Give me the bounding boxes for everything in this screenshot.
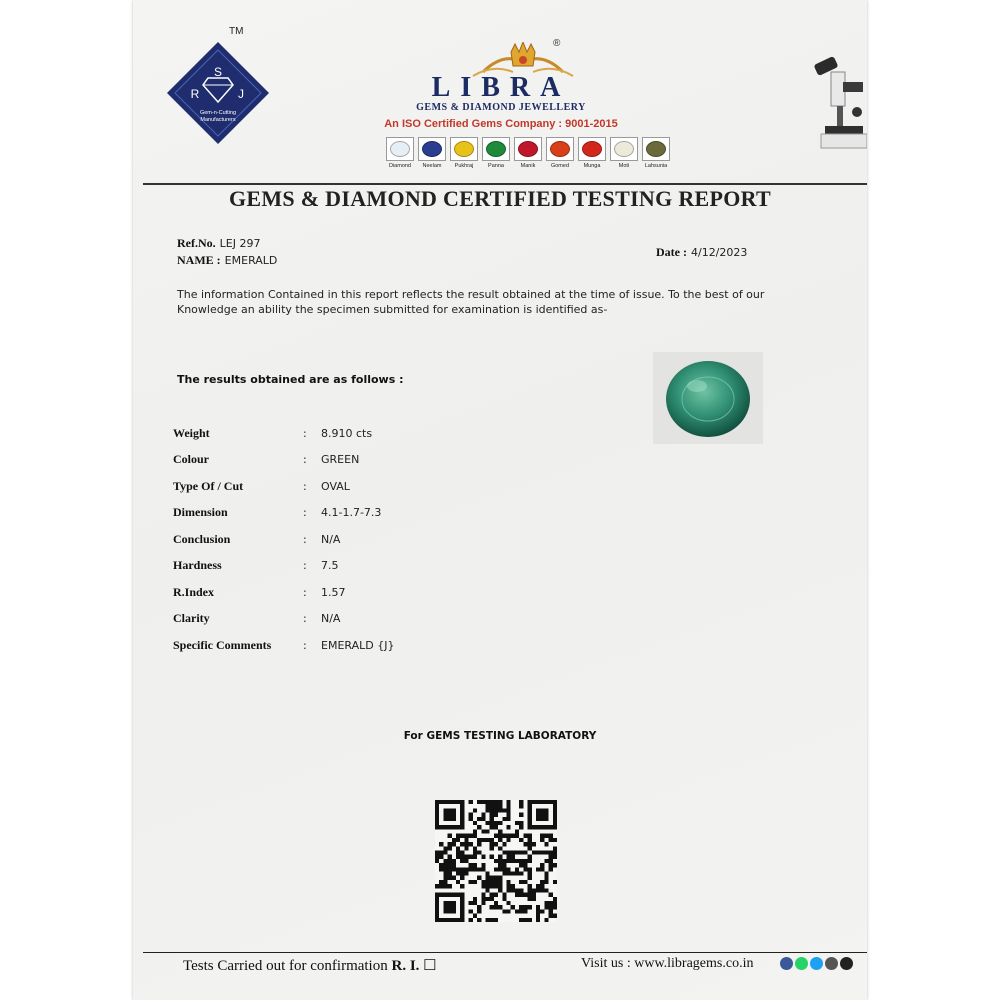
spec-row bbox=[173, 500, 394, 527]
gem-strip bbox=[385, 137, 671, 169]
name-value: EMERALD bbox=[224, 254, 278, 267]
gem-neelam bbox=[417, 137, 447, 169]
spec-separator: : bbox=[303, 506, 307, 520]
footer-confirmation bbox=[183, 956, 437, 975]
srj-letter-r: R bbox=[190, 87, 200, 101]
gem-gomed bbox=[545, 137, 575, 169]
gem-label: Moti bbox=[618, 163, 630, 169]
ref-label: Ref.No. bbox=[177, 236, 216, 250]
spec-separator: : bbox=[303, 585, 307, 599]
footer-initials: R. I. bbox=[391, 958, 420, 974]
spec-separator: : bbox=[303, 532, 307, 546]
spec-separator: : bbox=[303, 479, 307, 493]
gem-label: Panna bbox=[488, 163, 504, 169]
srj-tagline-1: Gem-n-Cutting bbox=[199, 110, 237, 116]
gem-munga bbox=[577, 137, 607, 169]
gem-icon bbox=[418, 137, 446, 161]
emerald-photo bbox=[653, 352, 763, 444]
spec-row bbox=[173, 447, 394, 474]
gem-moti bbox=[609, 137, 639, 169]
registered-mark: ® bbox=[553, 38, 561, 49]
microscope-icon bbox=[813, 52, 867, 152]
gem-icon bbox=[642, 137, 670, 161]
spec-value: N/A bbox=[321, 612, 341, 626]
gem-icon bbox=[450, 137, 478, 161]
gem-label: Diamond bbox=[388, 163, 411, 169]
gem-label: Pukhraj bbox=[454, 163, 474, 169]
specimen-name bbox=[177, 251, 277, 269]
spec-label: Colour bbox=[173, 452, 209, 467]
youtube-icon[interactable] bbox=[825, 957, 838, 970]
spec-label: Conclusion bbox=[173, 531, 231, 546]
footer-confirmation-text: Tests Carried out for confirmation bbox=[183, 958, 388, 974]
spec-label: Weight bbox=[173, 425, 210, 440]
srj-tagline-2: Manufacturers bbox=[200, 117, 236, 123]
spec-value: 4.1-1.7-7.3 bbox=[321, 506, 382, 520]
gem-lahsunia bbox=[641, 137, 671, 169]
spec-label: Clarity bbox=[173, 611, 210, 626]
brand-subtitle: GEMS & DIAMOND JEWELLERY bbox=[416, 102, 586, 113]
facebook-icon[interactable] bbox=[780, 957, 793, 970]
gem-pukhraj bbox=[449, 137, 479, 169]
spec-separator: : bbox=[303, 453, 307, 467]
spec-row bbox=[173, 553, 394, 580]
spec-value: EMERALD {J} bbox=[321, 638, 395, 652]
gem-panna bbox=[481, 137, 511, 169]
srj-logo bbox=[165, 40, 271, 146]
gem-label: Lahsunia bbox=[644, 163, 668, 169]
spec-row bbox=[173, 632, 394, 659]
intro-paragraph: The information Contained in this report reflects the result obtained at the time of issue. To the best of our Knowledge an ability the specimen submitted for examination is identified as- bbox=[177, 288, 765, 316]
report-date bbox=[656, 243, 747, 261]
spec-label: Specific Comments bbox=[173, 637, 272, 652]
date-label: Date : bbox=[656, 245, 687, 259]
srj-letter-j: J bbox=[238, 87, 244, 101]
twitter-icon[interactable] bbox=[810, 957, 823, 970]
spec-separator: : bbox=[303, 426, 307, 440]
instagram-icon[interactable] bbox=[840, 957, 853, 970]
spec-row bbox=[173, 420, 394, 447]
gem-label: Gomed bbox=[550, 163, 570, 169]
gem-icon bbox=[610, 137, 638, 161]
ref-value: LEJ 297 bbox=[219, 237, 261, 250]
spec-rows bbox=[173, 420, 394, 659]
spec-label: Dimension bbox=[173, 505, 228, 520]
spec-row bbox=[173, 526, 394, 553]
background-right bbox=[867, 0, 1000, 1000]
spec-value: 7.5 bbox=[321, 559, 339, 573]
gem-icon bbox=[546, 137, 574, 161]
whatsapp-icon[interactable] bbox=[795, 957, 808, 970]
checkbox[interactable]: ☐ bbox=[423, 958, 437, 974]
footer-divider bbox=[143, 952, 867, 953]
ref-number bbox=[177, 234, 260, 252]
spec-value: 1.57 bbox=[321, 585, 346, 599]
spec-value: GREEN bbox=[321, 453, 360, 467]
gem-icon bbox=[578, 137, 606, 161]
spec-label: R.Index bbox=[173, 584, 215, 599]
date-value: 4/12/2023 bbox=[690, 246, 748, 259]
spec-value: OVAL bbox=[321, 479, 350, 493]
brand-name: LIBRA bbox=[431, 72, 571, 103]
gem-diamond bbox=[385, 137, 415, 169]
iso-certification: An ISO Certified Gems Company : 9001-2015 bbox=[384, 118, 618, 130]
gem-icon bbox=[386, 137, 414, 161]
certificate-sheet bbox=[133, 0, 867, 1000]
spec-row bbox=[173, 606, 394, 633]
spec-table bbox=[173, 420, 394, 659]
lab-signature-label: For GEMS TESTING LABORATORY bbox=[403, 730, 597, 742]
spec-separator: : bbox=[303, 612, 307, 626]
gem-manik bbox=[513, 137, 543, 169]
spec-label: Hardness bbox=[173, 558, 222, 573]
qr-code[interactable] bbox=[421, 800, 571, 922]
spec-separator: : bbox=[303, 559, 307, 573]
spec-separator: : bbox=[303, 638, 307, 652]
spec-label: Type Of / Cut bbox=[173, 478, 244, 493]
name-label: NAME : bbox=[177, 253, 221, 267]
header-divider bbox=[143, 183, 867, 185]
gem-icon bbox=[514, 137, 542, 161]
srj-letter-s: S bbox=[213, 65, 223, 79]
report-title: GEMS & DIAMOND CERTIFIED TESTING REPORT bbox=[228, 186, 772, 211]
spec-value: N/A bbox=[321, 532, 341, 546]
trademark-mark: TM bbox=[229, 26, 244, 37]
spec-row bbox=[173, 579, 394, 606]
social-icons bbox=[780, 957, 853, 970]
gem-label: Neelam bbox=[422, 163, 442, 169]
spec-value: 8.910 cts bbox=[321, 426, 373, 440]
gem-label: Munga bbox=[583, 163, 601, 169]
website-link[interactable]: Visit us : www.libragems.co.in bbox=[581, 956, 754, 971]
spec-row bbox=[173, 473, 394, 500]
results-heading: The results obtained are as follows : bbox=[177, 373, 404, 386]
background-left bbox=[0, 0, 133, 1000]
gem-icon bbox=[482, 137, 510, 161]
gem-label: Manik bbox=[520, 163, 536, 169]
